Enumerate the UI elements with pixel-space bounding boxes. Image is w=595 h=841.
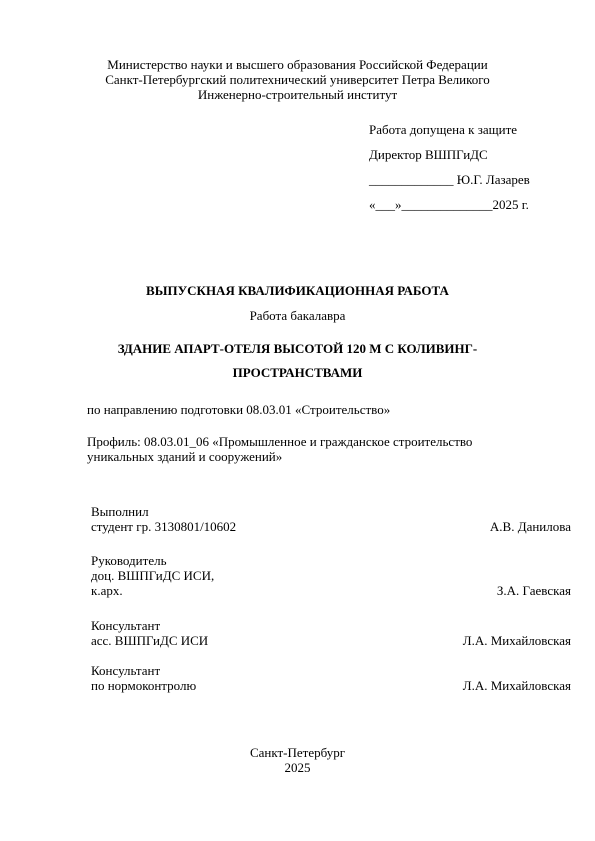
signature-role-detail: доц. ВШПГиДС ИСИ, <box>91 568 215 583</box>
signature-role-detail: асс. ВШПГиДС ИСИ <box>91 633 209 648</box>
institute-line: Инженерно-строительный институт <box>197 87 398 102</box>
thesis-topic-line-2: ПРОСТРАНСТВАМИ <box>232 365 363 380</box>
study-profile-line-2: уникальных зданий и сооружений» <box>87 449 283 464</box>
signature-role-detail: по нормоконтролю <box>91 678 197 693</box>
approval-director: Директор ВШПГиДС <box>369 147 488 162</box>
approval-block <box>369 122 579 222</box>
footer <box>0 745 595 775</box>
document-subtitle: Работа бакалавра <box>249 308 346 323</box>
footer-year: 2025 <box>284 760 311 775</box>
university-line: Санкт-Петербургский политехнический университет Петра Великого <box>105 72 490 87</box>
thesis-topic-line-1: ЗДАНИЕ АПАРТ-ОТЕЛЯ ВЫСОТОЙ 120 М С КОЛИВИНГ- <box>117 341 478 356</box>
approval-admitted: Работа допущена к защите <box>369 122 518 137</box>
signature-block-norm-control <box>91 663 571 693</box>
signature-role: Руководитель <box>91 553 167 568</box>
signature-name: Л.А. Михайловская <box>462 633 571 648</box>
study-profile-line-1: Профиль: 08.03.01_06 «Промышленное и гражданское строительство <box>87 434 473 449</box>
signature-name: З.А. Гаевская <box>496 583 571 598</box>
document-type-title: ВЫПУСКНАЯ КВАЛИФИКАЦИОННАЯ РАБОТА <box>146 283 449 298</box>
signature-name: А.В. Данилова <box>489 519 571 534</box>
ministry-line: Министерство науки и высшего образования Российской Федерации <box>107 57 488 72</box>
signature-block-supervisor <box>91 553 571 598</box>
signature-role: Консультант <box>91 618 161 633</box>
signature-role-degree: к.арх. <box>91 583 123 598</box>
signature-name: Л.А. Михайловская <box>462 678 571 693</box>
approval-date-line: «___»______________2025 г. <box>369 197 529 212</box>
study-profile <box>87 434 527 464</box>
approval-signature-line: _____________ Ю.Г. Лазарев <box>369 172 530 187</box>
footer-city: Санкт-Петербург <box>249 745 346 760</box>
signature-block-author <box>91 504 571 534</box>
signature-role: Выполнил <box>91 504 149 519</box>
signature-block-consultant <box>91 618 571 648</box>
study-direction: по направлению подготовки 08.03.01 «Строительство» <box>87 402 391 417</box>
thesis-topic <box>0 337 595 385</box>
signature-role-detail: студент гр. 3130801/10602 <box>91 519 237 534</box>
signature-role: Консультант <box>91 663 161 678</box>
ministry-header <box>0 57 595 102</box>
